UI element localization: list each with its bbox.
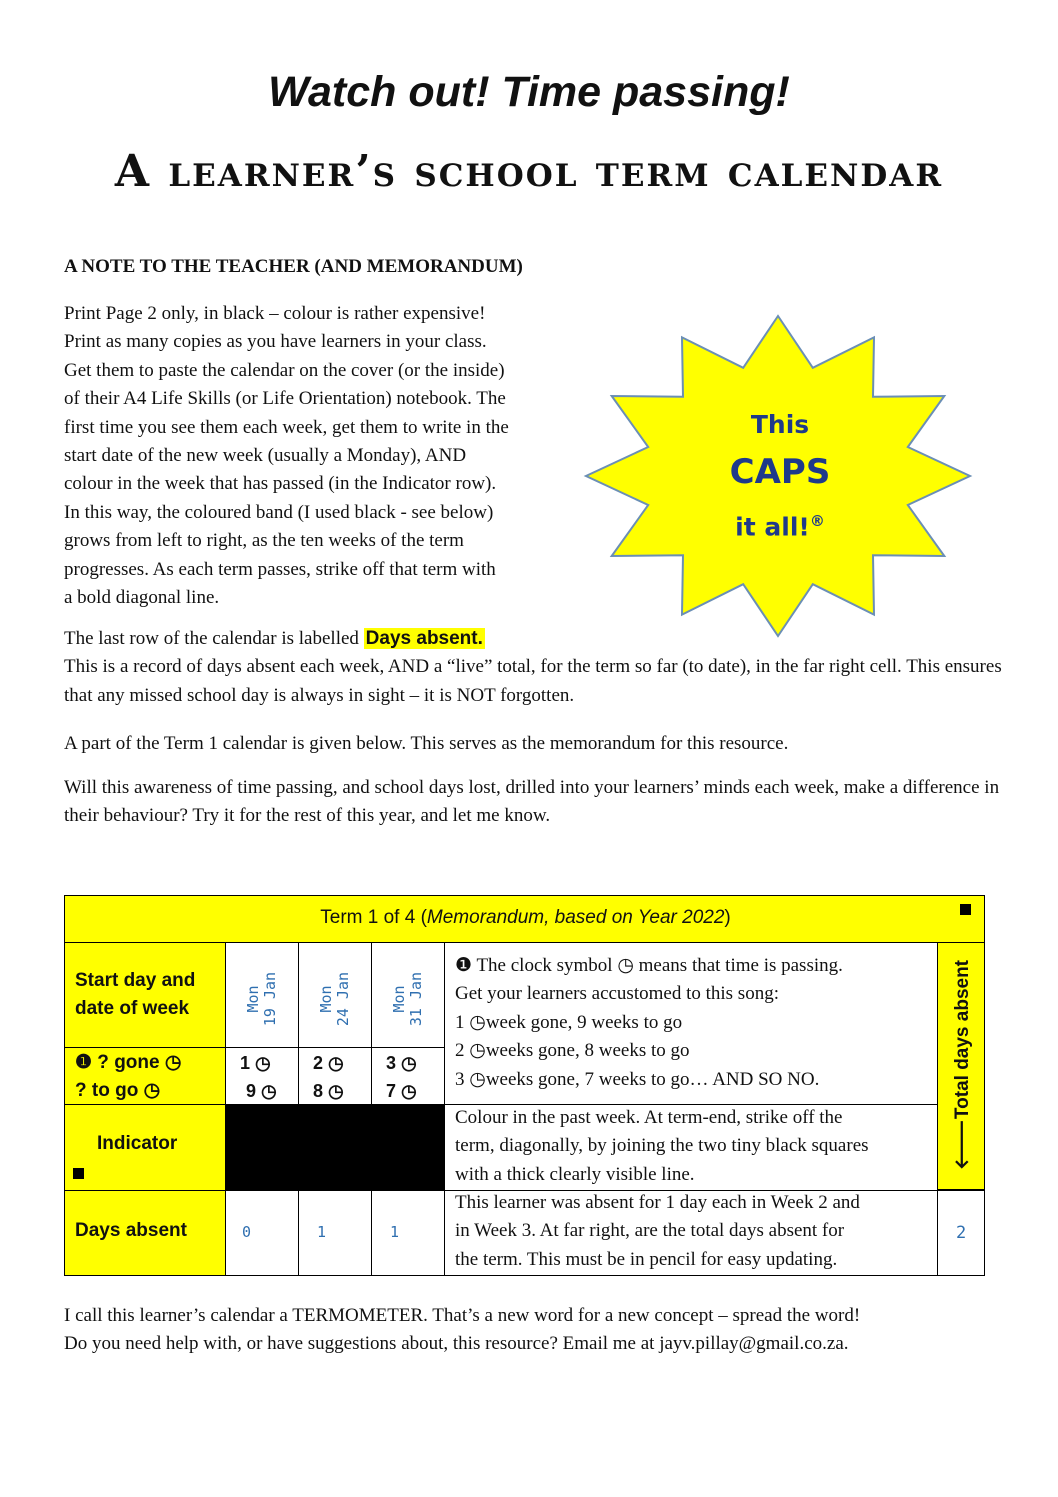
para1-line: first time you see them each week, get them to write in the [64, 416, 509, 438]
header-close: ) [724, 907, 731, 928]
notes-indicator: Colour in the past week. At term-end, strike off the term, diagonally, by joining the two tiny black squares with a thick clearly visible line. [444, 1104, 938, 1191]
para2-lead: The last row of the calendar is labelled [64, 628, 359, 649]
para1-line: progresses. As each term passes, strike off that term with [64, 558, 496, 580]
page-subtitle: A learner’s school term calendar [114, 146, 944, 197]
label-start-day: Start day and date of week [64, 942, 226, 1048]
para1-line: Get them to paste the calendar on the cover (or the inside) [64, 359, 505, 381]
total-days-absent-label: 🡐Total days absent [937, 942, 985, 1190]
para-instructions [64, 300, 584, 612]
footer-text [64, 1302, 1004, 1359]
para1-line: a bold diagonal line. [64, 587, 220, 609]
label-days-absent: Days absent [64, 1190, 226, 1276]
para2-rest: This is a record of days absent each week, AND a “live” total, for the term so far (to date), in the far right cell. This ensures that any missed school day is always in sight – it is NOT forgotten. [64, 656, 1002, 706]
days-absent-cell: 1 [298, 1190, 372, 1276]
indicator-filled-week [298, 1104, 372, 1191]
para1-line: of their A4 Life Skills (or Life Orientation) notebook. The [64, 388, 506, 410]
label-indicator: Indicator [64, 1104, 226, 1191]
star-line-itall: it all!® [735, 512, 825, 542]
para1-line: start date of the new week (usually a Monday), AND [64, 445, 467, 467]
days-absent-highlight: Days absent. [365, 628, 483, 649]
gone-cell: 2 ◷ 8 ◷ [298, 1047, 372, 1105]
para-memorandum: A part of the Term 1 calendar is given below. This serves as the memorandum for this resource. [64, 733, 789, 754]
indicator-filled-week [225, 1104, 299, 1191]
total-days-absent-value: 2 [937, 1190, 985, 1276]
strike-square-top [960, 904, 971, 915]
table-header [64, 895, 985, 943]
notes-days-absent: This learner was absent for 1 day each in Week 2 and in Week 3. At far right, are the total days absent for the term. This must be in pencil for easy updating. [444, 1190, 938, 1276]
indicator-filled-week [371, 1104, 445, 1191]
star-line-this: This [750, 410, 810, 439]
para-days-absent [64, 625, 1004, 710]
para1-line: In this way, the coloured band (I used black - see below) [64, 501, 494, 523]
para1-line: Print as many copies as you have learners in your class. [64, 331, 487, 353]
strike-square-bottom [73, 1168, 84, 1179]
footer-line: I call this learner’s calendar a TERMOMETER. That’s a new word for a new concept – spread the word! [64, 1305, 861, 1326]
header-text: Term 1 of 4 ( [320, 907, 427, 928]
footer-line: Do you need help with, or have suggestions about, this resource? Email me at jayv.pillay@gmail.co.za. [64, 1333, 849, 1355]
days-absent-cell: 0 [225, 1190, 299, 1276]
note-heading: A NOTE TO THE TEACHER (AND MEMORANDUM) [64, 256, 523, 277]
gone-cell: 1 ◷ 9 ◷ [225, 1047, 299, 1105]
star-line-caps: CAPS [729, 452, 831, 492]
header-italic: Memorandum, based on Year 2022 [426, 907, 725, 928]
date-cell: Mon 31 Jan [371, 942, 445, 1048]
date-cell: Mon 24 Jan [298, 942, 372, 1048]
notes-clock-song: ❶ The clock symbol ◷ means that time is passing. Get your learners accustomed to this song: 1 ◷week gone, 9 weeks to go 2 ◷weeks gone, 8 weeks to go 3 ◷weeks gone, 7 weeks to go… AND SO NO. [444, 942, 938, 1105]
days-absent-cell: 1 [371, 1190, 445, 1276]
label-gone-to-go: ❶ ? gone ◷ ? to go ◷ [64, 1047, 226, 1105]
page-title: Watch out! Time passing! [268, 68, 790, 116]
para1-line: grows from left to right, as the ten weeks of the term [64, 530, 464, 552]
para-awareness: Will this awareness of time passing, and school days lost, drilled into your learners’ minds each week, make a difference in their behaviour? Try it for the rest of this year, and let me know. [64, 777, 1000, 827]
date-cell: Mon 19 Jan [225, 942, 299, 1048]
para1-line: colour in the week that has passed (in the Indicator row). [64, 473, 497, 495]
para1-line: Print Page 2 only, in black – colour is rather expensive! [64, 303, 486, 324]
gone-cell: 3 ◷ 7 ◷ [371, 1047, 445, 1105]
